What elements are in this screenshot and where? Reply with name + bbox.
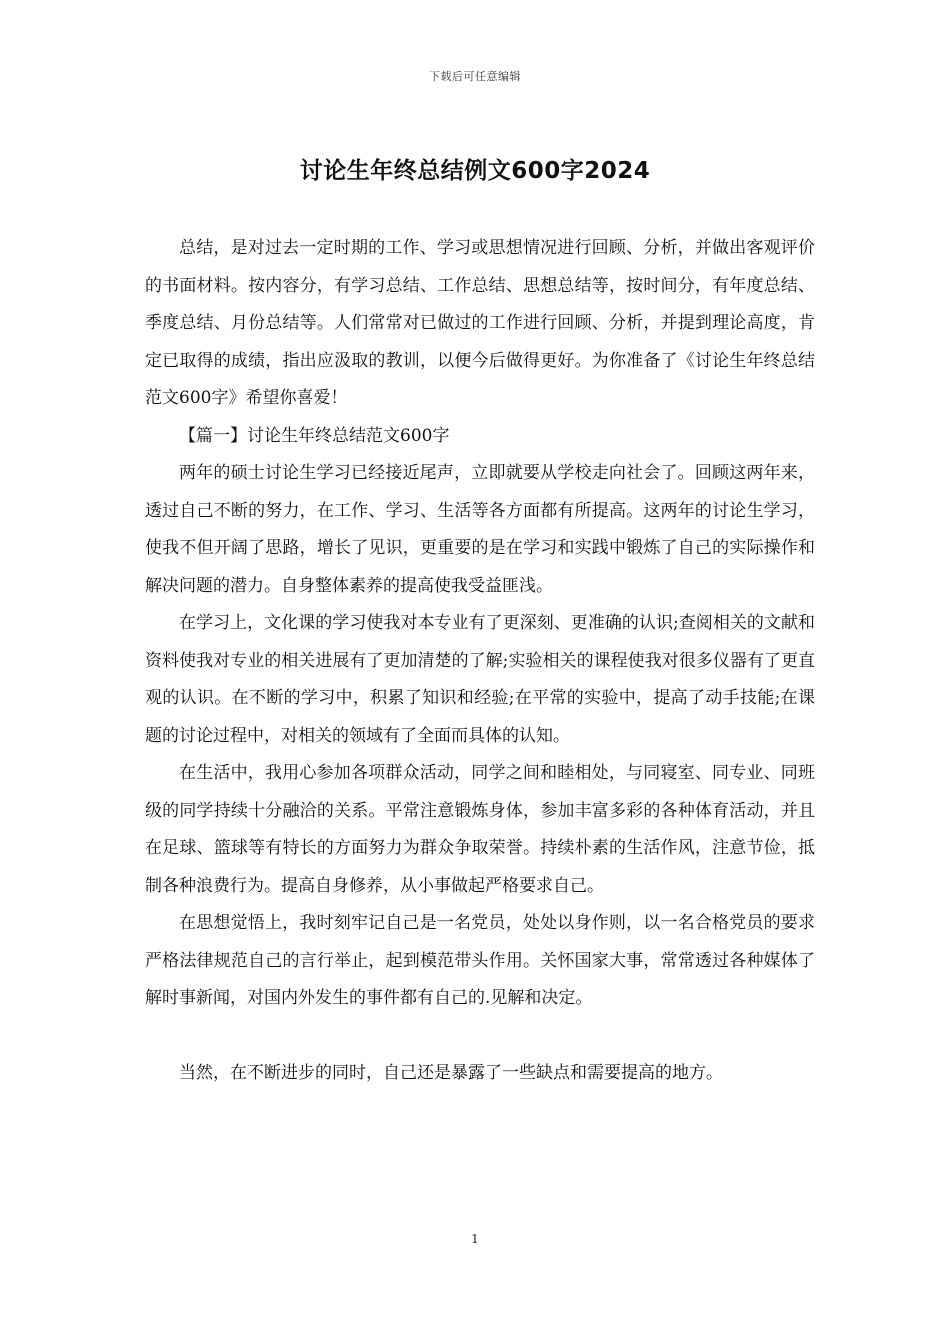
body-paragraph: 在思想觉悟上，我时刻牢记自己是一名党员，处处以身作则，以一名合格党员的要求严格法律规范自己的言行举止，起到模范带头作用。关怀国家大事，常常透过各种媒体了解时事新闻，对国内外发生的事件都有自己的.见解和决定。 [145,913,815,1008]
page-number: 1 [471,1232,479,1246]
body-paragraph: 两年的硕士讨论生学习已经接近尾声，立即就要从学校走向社会了。回顾这两年来，透过自己不断的努力，在工作、学习、生活等各方面都有所提高。这两年的讨论生学习，使我不但开阔了思路，增长了见识，更重要的是在学习和实践中锻炼了自己的实际操作和解决问题的潜力。自身整体素养的提高使我受益匪浅。 [145,463,815,596]
body-paragraph: 在生活中，我用心参加各项群众活动，同学之间和睦相处，与同寝室、同专业、同班级的同学持续十分融洽的关系。平常注意锻炼身体，参加丰富多彩的各种体育活动，并且在足球、篮球等有特长的方面努力为群众争取荣誉。持续朴素的生活作风，注意节俭，抵制各种浪费行为。提高自身修养，从小事做起严格要求自己。 [145,763,815,896]
intro-paragraph: 总结，是对过去一定时期的工作、学习或思想情况进行回顾、分析，并做出客观评价的书面材料。按内容分，有学习总结、工作总结、思想总结等，按时间分，有年度总结、季度总结、月份总结等。人们常常对已做过的工作进行回顾、分析，并提到理论高度，肯定已取得的成绩，指出应汲取的教训，以便今后做得更好。为你准备了《讨论生年终总结范文600字》希望你喜爱！ [145,238,815,408]
body-paragraph: 当然，在不断进步的同时，自己还是暴露了一些缺点和需要提高的地方。 [179,1062,723,1083]
document-body [145,230,815,1092]
section-heading: 【篇一】讨论生年终总结范文600字 [179,425,450,446]
body-paragraph: 在学习上，文化课的学习使我对本专业有了更深刻、更准确的认识;查阅相关的文献和资料使我对专业的相关进展有了更加清楚的了解;实验相关的课程使我对很多仪器有了更直观的认识。在不断的学习中，积累了知识和经验;在平常的实验中，提高了动手技能;在课题的讨论过程中，对相关的领域有了全面而具体的认知。 [145,613,815,746]
document-title: 讨论生年终总结例文600字2024 [299,158,651,184]
page-header-note: 下载后可任意编辑 [429,70,521,83]
